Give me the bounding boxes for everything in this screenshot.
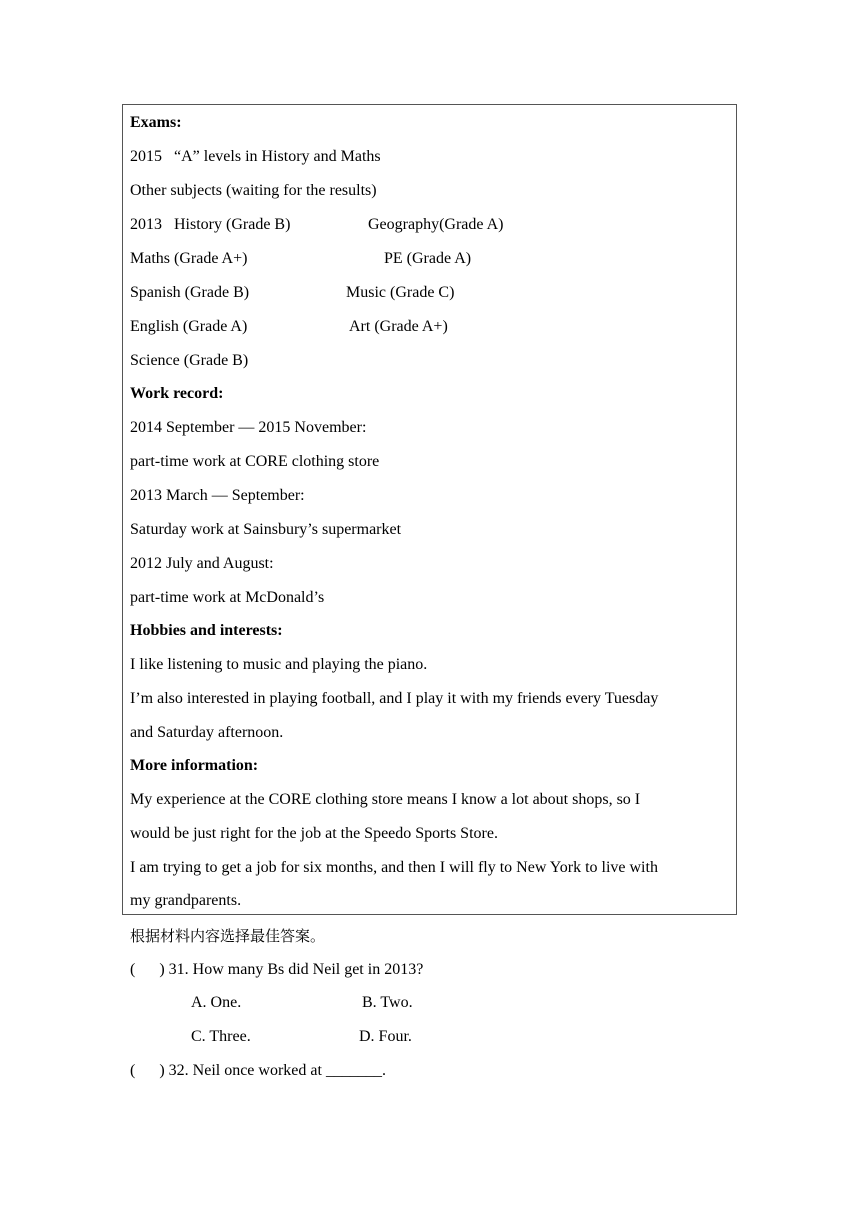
q31-option-b: B. Two. <box>362 994 413 1011</box>
hobbies-line-2: I’m also interested in playing football, and I play it with my friends every Tuesday <box>130 690 659 707</box>
exam-art: Art (Grade A+) <box>349 318 448 335</box>
q31-option-c: C. Three. <box>191 1028 251 1045</box>
exam-music: Music (Grade C) <box>346 284 455 301</box>
exam-science: Science (Grade B) <box>130 352 249 369</box>
exam-maths: Maths (Grade A+) <box>130 250 248 267</box>
more-info-heading: More information: <box>130 757 259 774</box>
question-31: ( ) 31. How many Bs did Neil get in 2013? <box>130 961 424 978</box>
exam-other: Other subjects (waiting for the results) <box>130 182 377 199</box>
work-record-2-date: 2013 March — September: <box>130 487 305 504</box>
work-record-1-date: 2014 September — 2015 November: <box>130 419 367 436</box>
work-record-3-date: 2012 July and August: <box>130 555 274 572</box>
q31-option-a: A. One. <box>191 994 242 1011</box>
work-record-2-job: Saturday work at Sainsbury’s supermarket <box>130 521 402 538</box>
exam-2015: 2015 “A” levels in History and Maths <box>130 148 381 165</box>
hobbies-line-3: and Saturday afternoon. <box>130 724 284 741</box>
exam-geography: Geography(Grade A) <box>368 216 504 233</box>
hobbies-heading: Hobbies and interests: <box>130 622 283 639</box>
more-info-line-1: My experience at the CORE clothing store means I know a lot about shops, so I <box>130 791 641 808</box>
work-heading: Work record: <box>130 385 224 402</box>
hobbies-line-1: I like listening to music and playing the piano. <box>130 656 428 673</box>
work-record-3-job: part-time work at McDonald’s <box>130 589 325 606</box>
exams-heading: Exams: <box>130 114 182 131</box>
exam-2013-history: 2013 History (Grade B) <box>130 216 291 233</box>
more-info-line-4: my grandparents. <box>130 892 242 909</box>
q31-option-d: D. Four. <box>359 1028 412 1045</box>
more-info-line-2: would be just right for the job at the Speedo Sports Store. <box>130 825 498 842</box>
exam-english: English (Grade A) <box>130 318 248 335</box>
instruction-text: 根据材料内容选择最佳答案。 <box>130 927 326 945</box>
exam-pe: PE (Grade A) <box>384 250 472 267</box>
question-32: ( ) 32. Neil once worked at _______. <box>130 1062 386 1079</box>
exam-spanish: Spanish (Grade B) <box>130 284 250 301</box>
more-info-line-3: I am trying to get a job for six months, and then I will fly to New York to live with <box>130 859 658 876</box>
work-record-1-job: part-time work at CORE clothing store <box>130 453 380 470</box>
